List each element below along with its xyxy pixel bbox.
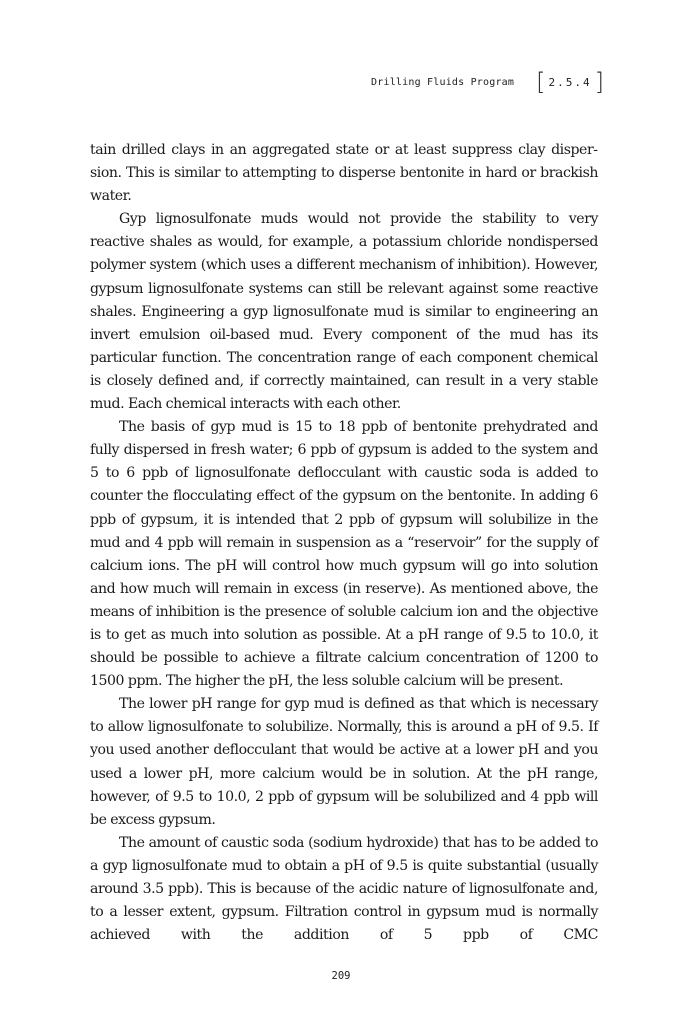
paragraph-gyp-stability: Gyp lignosulfonate muds would not provide the stability to very reactive shales as would, for example, a potassium chloride nondispersed polymer system (which uses a different mechanism of inhibition). However, gypsum lignosulfonate systems can still be relevant against some reactive shales. Engineering a gyp lignosulfonate mud is similar to engineering an invert emulsion oil-based mud. Every component of the mud has its particular function. The concentration range of each component chemical is closely defined and, if correctly maintained, can result in a very stable mud. Each chemical interacts with each other.	[90, 211, 598, 413]
body-text	[90, 139, 598, 947]
right-bracket: ]	[594, 68, 604, 96]
page-number: 209	[331, 970, 351, 982]
running-head	[371, 70, 604, 94]
running-title: Drilling Fluids Program	[371, 76, 515, 88]
paragraph-caustic-soda: The amount of caustic soda (sodium hydroxide) that has to be added to a gyp lignosulfonate mud to obtain a pH of 9.5 is quite substantial (usually around 3.5 ppb). This is because of the acidic nature of lignosulfonate and, to a lesser extent, gypsum. Filtration control in gypsum mud is normally achieved with the addition of 5 ppb of CMC	[90, 834, 598, 944]
paragraph-gyp-basis: The basis of gyp mud is 15 to 18 ppb of bentonite prehydrated and fully dispersed in fresh water; 6 ppb of gypsum is added to the system and 5 to 6 ppb of lignosulfonate deflocculant with caustic soda is added to counter the flocculating effect of the gypsum on the bentonite. In adding 6 ppb of gypsum, it is intended that 2 ppb of gypsum will solubilize in the mud and 4 ppb will remain in suspension as a “reservoir” for the supply of calcium ions. The pH will control how much gypsum will go into solution and how much will remain in excess (in reserve). As mentioned above, the means of inhibition is the presence of soluble calcium ion and the objective is to get as much into solution as possible. At a pH range of 9.5 to 10.0, it should be possible to achieve a filtrate calcium concentration of 1200 to 1500 ppm. The higher the pH, the less soluble calcium will be present.	[90, 419, 598, 690]
section-number-text: 2.5.4	[548, 75, 592, 89]
paragraph-continuation: tain drilled clays in an aggregated state or at least suppress clay dispersion. This is similar to attempting to disperse bentonite in hard or brackish water.	[90, 142, 598, 205]
left-bracket: [	[536, 68, 546, 96]
section-number	[536, 70, 604, 94]
paragraph-lower-ph: The lower pH range for gyp mud is defined as that which is necessary to allow lignosulfonate to solubilize. Normally, this is around a pH of 9.5. If you used another deflocculant that would be active at a lower pH and you used a lower pH, more calcium would be in solution. At the pH range, however, of 9.5 to 10.0, 2 ppb of gypsum will be solubilized and 4 ppb will be excess gypsum.	[90, 696, 598, 828]
